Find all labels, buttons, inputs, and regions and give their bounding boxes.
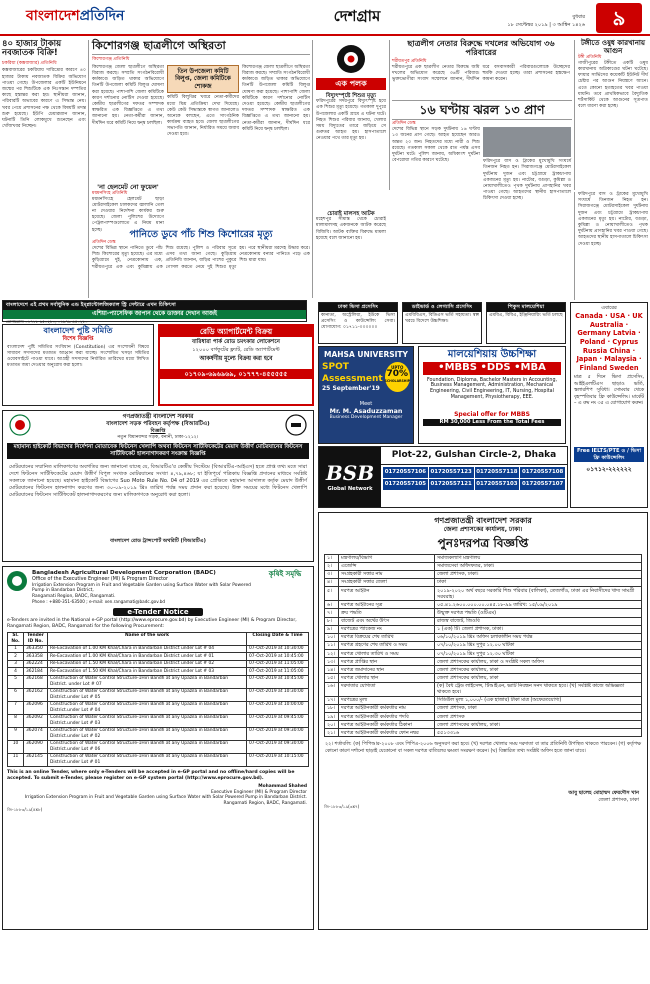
cell-value: ৫৫১৩৩১৬ [435, 729, 642, 737]
story-body-3: ফরিদপুরে বাস ও ট্রাকের মুখোমুখি সংঘর্ষে তিনজন নিহত হন। সিরাজগঞ্জে মোটরসাইকেল দুর্ঘটনায় দুজন এবং চট্টগ্রামে ট্রাকচাপায় একজনের মৃত্যু হয়। নাটোর, বগুড়া, কুমিল্লা ও নোয়াখালীতেও পৃথক দুর্ঘটনায় প্রাণহানির খবর পাওয়া গেছে। আহতদের স্থানীয় হাসপাতালে চিকিৎসা দেওয়া হচ্ছে। [578, 192, 648, 247]
bsb-logo-block [319, 447, 381, 507]
cell-no: ২১। [325, 729, 339, 737]
column-divider [88, 40, 89, 298]
retender-row [325, 729, 642, 737]
cell-value: জেলা প্রশাসক, ঢাকা। [435, 570, 642, 578]
retender-row [325, 682, 642, 696]
signer-name: Mohammad Shahed [258, 784, 307, 790]
contact: Phone : +880-351-63500 ; e-mail: xen.rangamati@badc.gov.bd [32, 599, 166, 605]
retender-row [325, 713, 642, 721]
cell-value: জেলা প্রশাসক, ঢাকা [435, 704, 642, 712]
story-body: দেশের বিভিন্ন স্থানে পানিতে ডুবে পাঁচ শিশু কিশোরের মৃত্যু হয়েছে। এর মধ্যে কুড়িগ্রামে দুই, নেত্রকোনায় এক, শরীয়তপুরে এক এবং কুমিল্লায় এক শিশু রয়েছে। পুলিশ ও পরিবার সূত্রে এসব তথ্য জানা গেছে। কুড়িগ্রাম প্রতিনিধি জানান, বাড়ির পাশের পুকুরে গোসল করতে নেমে দুই শিশুর মৃত্যু হয়। পরে স্থানীয়রা মরদেহ উদ্ধার করে। নেত্রকোনায় বন্যার পানিতে পড়ে এক শিশু মারা যায়। [92, 245, 310, 270]
headline: ১৬ ঘণ্টায় ঝরল ১৩ প্রাণ [392, 100, 572, 120]
story-body: শরীয়তপুরে এক ছাত্রলীগ নেতার বিরুদ্ধে জমি দখলের অভিযোগ করেছে ৩৬টি পরিবার। ভুক্তভোগীরা সংবাদ সম্মেলনে জানান, দীর্ঘদিন ধরে বসবাসকারী পরিবারগুলোকে উচ্ছেদের হুমকি দেওয়া হচ্ছে। তারা প্রশাসনের হস্তক্ষেপ কামনা করেন। [392, 65, 570, 83]
col-closing: Closing Date & Time [247, 632, 309, 645]
cell-tender-id: 362224 [24, 660, 48, 668]
retender-row [325, 570, 642, 578]
cell-sl: 6 [8, 688, 24, 701]
cell-value: ঢাকা [435, 578, 642, 586]
dept-name: বাংলাদেশ সড়ক পরিবহন কর্তৃপক্ষ (বিআরটিএ) [106, 421, 210, 428]
ad-kicker: এবারের [601, 305, 617, 311]
ek-polok-title: এক পলক [316, 78, 386, 90]
cell-closing: 07-Oct-2019 at 09:45:00 [247, 714, 309, 727]
ad-pushti-samity[interactable] [2, 324, 154, 406]
bsb-phone[interactable]: 01720557105 [383, 479, 428, 490]
cell-value: উন্মুক্ত দরপত্র পদ্ধতি (ওটিএম) [435, 609, 642, 617]
cell-value: জেলা প্রশাসক [435, 713, 642, 721]
cell-no: ১৪। [325, 666, 339, 674]
cell-sl: 5 [8, 675, 24, 688]
cell-value: সিডিউল মূল্য ১,০০০/- (এক হাজার) টাকা মাত্র (অফেরতযোগ্য) [435, 696, 642, 704]
ad-phone[interactable]: ০১৭১২-২২২২২২ [586, 466, 632, 474]
cell-tender-id: 362168 [24, 675, 48, 688]
byline: প্রতিদিন ডেস্ক [92, 240, 116, 246]
tender-table [7, 632, 309, 767]
cell-value: (ক) বৈধ ট্রেড লাইসেন্স, টিআইএন, ভ্যাট নিবন্ধন সনদ থাকতে হবে। (খ) সংশ্লিষ্ট কাজে অভিজ্ঞতা থাকতে হবে। [435, 682, 642, 696]
ad-badc-etender[interactable] [2, 566, 314, 930]
cell-tender-id: 363350 [24, 645, 48, 653]
cell-work: Re-Excavation of 1.00 KM Khal/Chara in Bandarban District under Lot # 04 [48, 645, 247, 653]
masthead-logo[interactable] [26, 8, 124, 26]
ad-visa-processing[interactable] [318, 302, 398, 344]
ad-cta[interactable]: Free IELTS/PTE ও / ভিসা ফ্রি কাউন্সেলিং [574, 447, 644, 462]
ad-dc-retender[interactable] [318, 512, 648, 930]
cell-field: এজেন্সি [339, 562, 435, 570]
tender-row [8, 645, 309, 653]
story-drowning[interactable] [92, 230, 310, 298]
brand-blue: প্রতিদিন [79, 8, 125, 24]
cell-value: জেলা প্রশাসকের কার্যালয়, ঢাকা। [435, 721, 642, 729]
badc-logo-icon [6, 570, 28, 592]
cell-no: ২০। [325, 721, 339, 729]
cell-no: ৩। [325, 570, 339, 578]
countries: Canada · USA · UK Australia · Germany Latvia · Poland · Cyprus Russia China · Japan · Malaysia · Finland Sweden [575, 312, 643, 372]
col-work: Name of the work [48, 632, 247, 645]
story-body-3: কিশোরগঞ্জ জেলা ছাত্রলীগে অস্থিরতা বিরাজ করছে। সম্প্রতি সংগঠনবিরোধী কর্মকাণ্ডে জড়িত থাকার অভিযোগে তিনটি উপজেলা কমিটি বিলুপ্ত ঘোষণা করা হয়েছে। পাশাপাশি জেলা কমিটিকে কারণ দর্শানোর নোটিস দেওয়া হয়েছে। কেন্দ্রীয় ছাত্রলীগের দফতর সম্পাদক স্বাক্ষরিত এক বিজ্ঞপ্তিতে এ তথ্য জানানো হয়। নেতা-কর্মীরা জানান, দীর্ঘদিন ধরে কমিটি নিয়ে দ্বন্দ্ব চলছিল। [242, 64, 310, 132]
bsb-address: Plot-22, Gulshan Circle-2, Dhaka [381, 447, 567, 465]
cell-no: ১৬। [325, 682, 339, 696]
meet-label: Meet [359, 401, 373, 408]
cell-field: দরপত্র আহ্বানের সূত্র [339, 601, 435, 609]
cell-field: দরদাতার যোগ্যতা [339, 682, 435, 696]
retender-table [324, 554, 642, 738]
cell-value: ০৭/১০/২০১৯ খ্রিঃ দুপুর ১২.০০ ঘটিকা [435, 641, 642, 649]
body-1: ফরিদপুরের সদরপুরে বিদ্যুৎস্পৃষ্ট হয়ে এক শিশুর মৃত্যু হয়েছে। গতকাল দুপুরে উপজেলার একটি গ্রামে এ ঘটনা ঘটে। নিহত শিশুর পরিবার জানায়, খেলার সময় বিদ্যুতের তারে জড়িয়ে সে গুরুতর আহত হয়। হাসপাতালে নেওয়ার পথে তার মৃত্যু হয়। [316, 99, 386, 142]
col-id: Tender ID No. [24, 632, 48, 645]
signer-location: Rangamati Region, BADC, Rangamati. [223, 800, 307, 806]
retender-row [325, 554, 642, 562]
cell-field: দরপত্র আহ্বানকারী কর্মকর্তার পদবি [339, 713, 435, 721]
cell-no: ২। [325, 562, 339, 570]
headline: পানিতে ডুবে পাঁচ শিশু কিশোরের মৃত্যু [129, 229, 273, 240]
etender-title: e-Tender Notice [113, 608, 203, 617]
ad-bsb-global[interactable] [318, 446, 568, 508]
cell-work: Construction of Water Control Structure-1Hiri Bandh at any Upazila in Bandarban District.under Lot # 05 [48, 688, 247, 701]
byline: ময়মনসিংহ প্রতিনিধি [92, 191, 128, 197]
headline-2: চোরাই মালসহ আটক [327, 211, 375, 218]
notice-signature: বাংলাদেশ রোড ট্রান্সপোর্ট অথরিটি (বিআরটিএ) [110, 538, 206, 545]
cell-no: ১৮। [325, 704, 339, 712]
retender-row [325, 601, 642, 609]
cell-no: ৯। [325, 625, 339, 633]
cell-no: ১৩। [325, 658, 339, 666]
ad-title: পিকুস মালয়েশিয়া [487, 303, 565, 312]
body-2: মহেশপুর সীমান্ত থেকে চোরাই মালামালসহ একজনকে আটক করেছে বিজিবি। আটক ব্যক্তির বিরুদ্ধে মামলা হয়েছে বলে জানানো হয়। [316, 217, 386, 241]
story-newborn-sale[interactable] [2, 40, 86, 300]
tender-table-header [8, 632, 309, 645]
tender-row [8, 740, 309, 753]
byline: টঙ্গী প্রতিনিধি [578, 55, 602, 61]
signer-title: জেলা প্রশাসক, ঢাকা [598, 796, 639, 803]
story-road-accidents-cont [574, 192, 648, 300]
byline: শরীয়তপুর প্রতিনিধি [392, 58, 427, 64]
cell-value: ২০১৯-২০২০ অর্থ বছরে সরকারি শিশু পরিবার (বালিকা), তেজগাঁও, ঢাকা এর নিবাসীদের খাদ্য সামগ্রী সরবরাহ। [435, 587, 642, 601]
cell-value: ০৬/১০/২০১৯ খ্রিঃ অফিস চলাকালীন সময় পর্যন্ত [435, 633, 642, 641]
retender-row [325, 562, 642, 570]
section-title: দেশগ্রাম [333, 7, 381, 25]
story-body-2: কমিটি বিলুপ্তির খবরে নেতা-কর্মীদের মধ্যে মিশ্র প্রতিক্রিয়া দেখা দিয়েছে। কেউ কেউ সিদ্ধান্তকে স্বাগত জানালেও অনেকে বলছেন, এতে সাংগঠনিক কার্যক্রম ব্যাহত হবে। জেলা ছাত্রলীগের সভাপতি জানান, নির্ধারিত সময়ে জবাব দেওয়া হবে। [167, 95, 239, 138]
cell-no: ১৫। [325, 674, 339, 682]
headline-1: বিদ্যুৎস্পৃষ্টে শিশুর মৃত্যু [326, 93, 376, 99]
cell-field: দরপত্র খোলার তারিখ ও সময় [339, 650, 435, 658]
cell-sl: 8 [8, 714, 24, 727]
signer-name: আবু ছালেহ মোহাম্মদ ফেরদৌস খান [568, 790, 639, 797]
cell-field: দরপত্র খোলার স্থান [339, 674, 435, 682]
bsb-phone[interactable]: 01720557118 [475, 467, 520, 478]
ad-line-2: ১২০০০ বর্গফুটের ফ্ল্যাট, রেডি অ্যাপার্টমেন্ট [192, 347, 280, 354]
notice-label: বিজ্ঞপ্তি [150, 428, 166, 435]
page-header [0, 0, 650, 36]
tender-row [8, 668, 309, 676]
cell-field: দরপত্রের মূল্য [339, 696, 435, 704]
bsb-phone[interactable]: 01720557106 [383, 467, 428, 478]
bsb-phone[interactable]: 01720557123 [429, 467, 474, 478]
scholarship-badge [385, 362, 410, 392]
cell-closing: 07-Oct-2019 at 11:05:00 [247, 668, 309, 676]
cell-closing: 07-Oct-2019 at 10:30:00 [247, 645, 309, 653]
cell-no: ১। [325, 554, 339, 562]
cell-work: Re-Excavation of 1.00 KM Khal/Chara in Bandarban District under Lot # 01 [48, 653, 247, 661]
page-number: ৯ [596, 3, 642, 33]
cell-no: ৮। [325, 617, 339, 625]
cell-tender-id: 362096 [24, 701, 48, 714]
univ-name: MAHSA UNIVERSITY [324, 350, 408, 359]
ad-line-1: বারিধারা পার্ক রোড চমৎকার লোকেশনে [192, 339, 280, 346]
cell-field: সংগ্রহকারী সত্তার জেলা [339, 578, 435, 586]
cell-closing: 07-Oct-2019 at 11:05:00 [247, 660, 309, 668]
tender-row [8, 688, 309, 701]
cell-sl: 11 [8, 753, 24, 766]
ad-body: এমবিএ, বিবিএ, ইঞ্জিনিয়ারিং ভর্তি চলছে [489, 312, 563, 318]
cell-closing: 07-Oct-2019 at 10:00:00 [247, 701, 309, 714]
tender-row [8, 653, 309, 661]
programs: •MBBS •DDS •MBA [423, 362, 561, 375]
cell-work: Construction of Water Control Structure-1Hiri Bandh at any Upazila in Bandarban District.under Lot # 03 [48, 714, 247, 727]
headline: 'না হেলমেট নো ফুয়েল' [97, 183, 159, 191]
notice-line-2: এশিয়া-প্যাসেফিক জাপান থেকে ডাক্তার দেখান আজই [3, 310, 306, 319]
cell-value: ০৭/১০/২০১৯ খ্রিঃ দুপুর ১২.৩০ ঘটিকা [435, 650, 642, 658]
cell-no: ১৯। [325, 713, 339, 721]
cell-field: দরপত্র প্রাপ্তির স্থান [339, 658, 435, 666]
ad-ref: জি-১৮৮৩/১৯(৩x৭) [324, 803, 360, 809]
spot-date: 25 September'19 [322, 384, 380, 392]
byline: চকরিয়া (কক্সবাজার) প্রতিনিধি [2, 60, 57, 66]
etender-intro: e-Tenders are invited in the National e-GP portal (http://www.eprocure.gov.bd) by Executive Engineer (MI) & Program Director, Rangamati Region, BADC, Rangamati for the following Procurement: [7, 618, 297, 630]
cell-value: ১ (এক) টি। জেলা প্রশাসক, ঢাকা। [435, 625, 642, 633]
story-body-2: ফরিদপুরে বাস ও ট্রাকের মুখোমুখি সংঘর্ষে তিনজন নিহত হন। সিরাজগঞ্জে মোটরসাইকেল দুর্ঘটনায় দুজন এবং চট্টগ্রামে ট্রাকচাপায় একজনের মৃত্যু হয়। নাটোর, বগুড়া, কুমিল্লা ও নোয়াখালীতেও পৃথক দুর্ঘটনায় প্রাণহানির খবর পাওয়া গেছে। আহতদের স্থানীয় হাসপাতালে চিকিৎসা দেওয়া হচ্ছে। [483, 159, 571, 202]
special-offer-2: RM 30,000 Less From the Total Fees [423, 419, 561, 426]
signer-project: Irrigation Extension Program in Fruit and Vegetable Garden using Surface Water with Solar Powered Pump in Bandarban District. [24, 795, 307, 801]
cell-no: ১১। [325, 641, 339, 649]
notice-headline: মহামান্য হাইকোর্ট বিভাগের নির্দেশনা মোতাবেক ফিটনেস খেলাপি অথবা ফিটনেস সার্টিফিকেটের মেয়াদ উত্তীর্ণ মোটরযানের ফিটনেস সার্টিফিকেট হালনাগাদকরণ সংক্রান্ত বিজ্ঞপ্তি [7, 443, 309, 459]
headline: কিশোরগঞ্জ ছাত্রলীগে অস্থিরতা [92, 40, 310, 55]
date-line: ১৮ সেপ্টেম্বর ২০১৯ | ৩ আশ্বিন ১৪২৬ [507, 22, 585, 28]
cell-work: Construction of Water Control Structure-1Hiri Bandh at any Upazila in Bandarban District. under Lot # 07 [48, 675, 247, 688]
cell-work: Construction of Water Control Structure-1Hiri Bandh at any Upazila in Bandarban District.under Lot # 06 [48, 740, 247, 753]
cell-no: ৪। [325, 578, 339, 586]
cell-value: জেলা প্রশাসকের কার্যালয়, ঢাকা [435, 666, 642, 674]
cell-field: দরপত্র বিক্রয়ের শেষ তারিখ [339, 633, 435, 641]
retender-row [325, 609, 642, 617]
ad-title: মালয়েশিয়ায় উচ্চশিক্ষা [447, 349, 537, 360]
cell-sl: 1 [8, 645, 24, 653]
retender-row [325, 633, 642, 641]
cell-closing: 07-Oct-2019 at 09:30:00 [247, 727, 309, 740]
story-no-helmet[interactable] [92, 183, 164, 233]
story-body: ময়মনসিংহে হেলমেট ছাড়া মোটরসাইকেল চালকদের জ্বালানি তেল না দেওয়ার নির্দেশনা কার্যকর শুরু হয়েছে। জেলা পুলিশের উদ্যোগে পেট্রলপাম্পগুলোতে এ নিয়ম মানা হচ্ছে। [92, 196, 164, 233]
badge-label: SCHOLARSHIP [384, 379, 410, 384]
retender-row [325, 721, 642, 729]
retender-row [325, 625, 642, 633]
cell-field: দরপত্রের প্যাকেজ নং [339, 625, 435, 633]
notice-line-3: যোগাযোগ: ০১৭১৮-৬৫০২৮০, ০১৯৭৯-৬৫০২৮০ [6, 318, 88, 324]
bsb-phone-grid [381, 465, 567, 492]
cell-value: রাজস্ব বাজেট, জিওবি [435, 617, 642, 625]
retender-row [325, 696, 642, 704]
cell-no: ৬। [325, 601, 339, 609]
cell-value: জেলা প্রশাসকের কার্যালয়, ঢাকা [435, 674, 642, 682]
cell-field: বাজেট এবং অর্থের উৎস [339, 617, 435, 625]
retender-row [325, 658, 642, 666]
ad-subtitle: বিশেষ বিজ্ঞপ্তি [62, 335, 94, 342]
story-body-1: কিশোরগঞ্জ জেলা ছাত্রলীগে অস্থিরতা বিরাজ করছে। সম্প্রতি সংগঠনবিরোধী কর্মকাণ্ডে জড়িত থাকার অভিযোগে তিনটি উপজেলা কমিটি বিলুপ্ত ঘোষণা করা হয়েছে। পাশাপাশি জেলা কমিটিকে কারণ দর্শানোর নোটিস দেওয়া হয়েছে। কেন্দ্রীয় ছাত্রলীগের দফতর সম্পাদক স্বাক্ষরিত এক বিজ্ঞপ্তিতে এ তথ্য জানানো হয়। নেতা-কর্মীরা জানান, দীর্ঘদিন ধরে কমিটি নিয়ে দ্বন্দ্ব চলছিল। [92, 64, 164, 126]
cell-tender-id: 362090 [24, 740, 48, 753]
cell-no: ১৭। [325, 696, 339, 704]
cell-no: ৭। [325, 609, 339, 617]
dept-address: নতুন বিমানবন্দর সড়ক, বনানী, ঢাকা-১২১২। [117, 434, 199, 440]
story-road-accidents[interactable] [392, 100, 572, 300]
ek-polok-box[interactable] [316, 40, 386, 300]
gov-name: গণপ্রজাতন্ত্রী বাংলাদেশ সরকার [434, 516, 532, 525]
tender-row [8, 753, 309, 766]
cell-field: দরপত্র আহ্বানকারী কর্মকর্তার ফোন নম্বর [339, 729, 435, 737]
tender-row [8, 701, 309, 714]
retender-row [325, 578, 642, 586]
org-name: Bangladesh Agricultural Development Corporation (BADC) [32, 570, 216, 576]
byline: প্রতিদিন ডেস্ক [392, 120, 416, 126]
retender-row [325, 617, 642, 625]
cell-tender-id: 362145 [24, 753, 48, 766]
ad-career[interactable] [486, 302, 566, 344]
tender-row [8, 675, 309, 688]
column-divider [389, 40, 390, 190]
ad-body: বাংলাদেশ পুষ্টি সমিতির সংবিধান (Constitution) এর সংশোধনী বিষয়ে সাধারণ সদস্যদের মতামত আহ্বান করা যাচ্ছে। সংশোধিত খসড়া সমিতির ওয়েবসাইটে পাওয়া যাবে। আগ্রহী সদস্যদের নির্ধারিত তারিখের মধ্যে লিখিত মতামত জমা দেওয়ার অনুরোধ করা হলো। [7, 344, 149, 369]
notice-terms: ২২। শর্তাবলি: (ক) পিপিআর-২০০৮ এবং পিপিএ-২০০৬ অনুসরণ করা হবে। (খ) দরপত্র খোলার সময় দরদাতা বা তার প্রতিনিধি উপস্থিত থাকতে পারবেন। (গ) কর্তৃপক্ষ কোনো কারণ দর্শানো ছাড়াই যেকোনো বা সকল দরপত্র বাতিলের ক্ষমতা সংরক্ষণ করেন। (ঘ) বিস্তারিত তথ্য সংশ্লিষ্ট অফিস হতে জানা যাবে। [325, 742, 641, 754]
bsb-logo: BSB [325, 461, 375, 486]
cell-closing: 07-Oct-2019 at 10:15:00 [247, 753, 309, 766]
highlight-box: তিন উপজেলা কমিটি বিলুপ্ত, জেলা কমিটিকে শোকজ [167, 65, 239, 94]
notice-line-1: বাংলাদেশে এই প্রথম সর্বাধুনিক এন্ড ইম্প্লান্টোলজিক্যাল স্ট্রি সেন্টারে এখন চিকিৎসা [3, 301, 306, 310]
headline: ছাত্রলীগ নেতার বিরুদ্ধে দখলের অভিযোগ ৩৬ পরিবারের [407, 39, 555, 57]
cell-tender-id: 362162 [24, 688, 48, 701]
cell-tender-id: 363358 [24, 653, 48, 661]
cell-tender-id: 362092 [24, 714, 48, 727]
ad-mahsa-university[interactable] [318, 346, 414, 444]
signer-title: Executive Engineer (MI) & Program Director [210, 789, 307, 795]
ad-body: কানাডা, অস্ট্রেলিয়া, ইউকে ভিসা প্রসেসিং ও কাউন্সেলিং সেবা। যোগাযোগ: ০১৭১১-০০০০০০ [321, 312, 395, 330]
bsb-phone[interactable]: 01720557121 [429, 479, 474, 490]
special-offer: Special offer for MBBS [454, 410, 530, 418]
office-name: Office of the Executive Engineer (MI) & Program Director [32, 576, 168, 582]
ad-phone[interactable]: ০১৭০৯-৬৯৬৯৬৯, ০১৭৭৭-৪৫৫৫৫৫ [160, 369, 312, 379]
ad-brta-notice[interactable] [2, 410, 314, 562]
cell-field: দরপত্র আহ্বান [339, 587, 435, 601]
tender-row [8, 714, 309, 727]
cell-sl: 2 [8, 653, 24, 661]
cell-work: Re-Excavation of 1.50 KM Khal/Chara in Bandarban District under Lot # 03 [48, 668, 247, 676]
cell-tender-id: 362184 [24, 668, 48, 676]
retender-row [325, 674, 642, 682]
badge-upto: UPTO [391, 365, 404, 371]
notice-dental-ad[interactable] [2, 300, 307, 322]
cell-work: Re-Excavation of 1.50 KM Khal/Chara in Bandarban District under Lot # 02 [48, 660, 247, 668]
cell-closing: 07-Oct-2019 at 09:30:00 [247, 740, 309, 753]
meet-person: Mr. M. Asaduzzaman [329, 407, 403, 415]
cell-tender-id: 362074 [24, 727, 48, 740]
cell-no: ১২। [325, 650, 339, 658]
ad-title: রেডি অ্যাপার্টমেন্ট বিক্রয় [160, 326, 312, 337]
col-sl: Sl. No. [8, 632, 24, 645]
cell-field: দরপত্র গ্রহণের শেষ তারিখ ও সময় [339, 641, 435, 649]
eye-icon [334, 44, 368, 74]
levels: Foundation, Diploma, Bachelor Masters in Accounting, Business Management, Administration, Mechanical Engineering, Civil Engineering, IT, Nursing, Hospital Management, Physiotherapy, EEE. [426, 377, 558, 401]
ad-ref: জি-১৮৮৩/১৯(৫x৮) [7, 807, 43, 813]
ad-ready-apartment[interactable] [158, 324, 314, 406]
ad-title: বাংলাদেশ পুষ্টি সমিতি [43, 326, 113, 335]
cell-field: সংগ্রহকারী সত্তার নাম [339, 570, 435, 578]
cell-sl: 9 [8, 727, 24, 740]
notice-title: পুনঃদরপত্র বিজ্ঞপ্তি [437, 535, 529, 550]
cell-closing: 07-Oct-2019 at 10:30:00 [247, 688, 309, 701]
story-factory-fire[interactable] [574, 40, 648, 190]
cell-sl: 4 [8, 668, 24, 676]
government-seal-icon [9, 414, 31, 436]
byline: কিশোরগঞ্জ প্রতিনিধি [92, 57, 130, 63]
bsb-phone[interactable]: 01720557108 [520, 467, 565, 478]
bsb-phone[interactable]: 01720557103 [475, 479, 520, 490]
cell-sl: 3 [8, 660, 24, 668]
bsb-network: Global Network [327, 486, 373, 493]
cell-field: দরপত্র আহ্বানকারী কর্মকর্তার ঠিকানা [339, 721, 435, 729]
cell-sl: 10 [8, 740, 24, 753]
etender-footer: This is an online Tender, where only e-Tenders will be accepted in e-GP portal and no offline/hard copies will be accepted. To submit e-Tender, please register on e-GP system portal (http://www.eprocure.gov.bd). [7, 769, 295, 781]
ad-title: ডাইভার্ড ও লেগ্যাসি প্রসেসিং [403, 303, 481, 312]
column-divider [312, 40, 313, 298]
notice-body: মোটরযানের সম্মানিত মালিকগণের অবগতির জন্য জানানো যাচ্ছে যে, বিআরটিএ'র কেন্দ্রীয় সিস্টেমে (বিআরটিএ-আইএস) হতে প্রাপ্ত তথ্য মতে সারা দেশে ফিটনেস সার্টিফিকেটের মেয়াদ উত্তীর্ণ বিপুল সংখ্যক মোটরযানের সংখ্যা ৪,৭৯,৪৬৮; যা ইতিপূর্বে পত্রিকায় বিজ্ঞপ্তি প্রদানের মাধ্যমে সংশ্লিষ্ট সকলকে জানানো হয়েছে। মহামান্য হাইকোর্ট বিভাগের Suo Moto Rule No. 04 of 2019 এর প্রেক্ষিতে মহামান্য আদালত কর্তৃক মেয়াদ উত্তীর্ণ মোটরযানের ফিটনেস হালনাগাদ করণের জন্য ৩০-০৯-২০১৯ খ্রিঃ তারিখ পর্যন্ত সময় প্রদান করা হয়েছে। উক্ত সময়ের মধ্যে ফিটনেস খেলাপি মোটরযানের ফিটনেস সার্টিফিকেট হালনাগাদকরণের জন্য মালিকগণকে অনুরোধ করা হলো। [9, 464, 307, 498]
cell-closing: 07-Oct-2019 at 10:45:00 [247, 675, 309, 688]
cell-closing: 07-Oct-2019 at 10:45:00 [247, 653, 309, 661]
cell-value: জেলা প্রশাসকের কার্যালয়, ঢাকা ও সংশ্লিষ্ট সকল অফিস [435, 658, 642, 666]
story-body: কক্সবাজারের চকরিয়ায় দারিদ্র্যের কারণে ৪০ হাজার টাকায় নবজাতক বিক্রির অভিযোগ পাওয়া গেছে। উপজেলার একটি ইউনিয়নে জন্মের পর শিশুটিকে এক নিঃসন্তান দম্পতির কাছে হস্তান্তর করা হয়। স্থানীয়রা জানান, পরিবারটি অভাবের কারণে এ সিদ্ধান্ত নেয়। খবর পেয়ে প্রশাসনের পক্ষ থেকে বিষয়টি তদন্ত শুরু হয়েছে। ইউপি চেয়ারম্যান জানান, ঘটনাটি তিনি লোকমুখে শুনেছেন এবং খোঁজখবর নিচ্ছেন। [2, 68, 86, 130]
cell-value: সমাজকল্যাণ মন্ত্রণালয় [435, 554, 642, 562]
story-body: গাজীপুরের টঙ্গীতে একটি ওষুধ কারখানায় অগ্নিকাণ্ডের ঘটনা ঘটেছে। ফায়ার সার্ভিসের কয়েকটি ইউনিট দীর্ঘ চেষ্টার পর আগুন নিয়ন্ত্রণে আনে। এতে কোনো হতাহতের খবর পাওয়া যায়নি। তবে প্রাথমিকভাবে বৈদ্যুতিক শর্টসার্কিট থেকে আগুনের সূত্রপাত বলে ধারণা করা হচ্ছে। [578, 60, 648, 110]
cell-no: ৫। [325, 587, 339, 601]
ad-malaysia-study[interactable] [418, 346, 566, 444]
accident-photo [483, 127, 571, 157]
headline: টঙ্গীতে ওষুধ কারখানায় আগুন [580, 39, 646, 55]
retender-row [325, 587, 642, 601]
cell-field: দরপত্র জমাদানের স্থান [339, 666, 435, 674]
cell-no: ১০। [325, 633, 339, 641]
retender-row [325, 704, 642, 712]
cell-work: Construction of Water Control Structure-1Hiri Bandh at any Upazila in Bandarban District.under Lot # 04 [48, 701, 247, 714]
ad-body: মাত্র ৫ দিনে ভিসা প্রসেসিং, আইইএলটিএস ছাড়াও ভর্তি, স্কলারশিপ সুবিধা। সোমবার থেকে বৃহস্পতিবার ফ্রি কাউন্সেলিং। মার্কেট – এ রুম নং ৩৫ এ যোগাযোগ করুন। [574, 375, 644, 407]
ad-line-3: আকর্ষণীয় মূল্যে বিক্রয় করা হবে [199, 355, 273, 362]
ad-body: এমবিবিএস, বিডিএস ভর্তি সহায়তা। স্বল্প খরচে বিদেশে উচ্চশিক্ষা। [405, 312, 479, 324]
headline: ৪০ হাজার টাকায় নবজাতক বিক্রি! [2, 39, 62, 59]
retender-row [325, 641, 642, 649]
tender-row [8, 727, 309, 740]
tender-row [8, 660, 309, 668]
ad-admission[interactable] [402, 302, 482, 344]
cell-field: মন্ত্রণালয়/বিভাগ [339, 554, 435, 562]
slogan: কৃষিই সমৃদ্ধি [268, 570, 302, 578]
retender-row [325, 650, 642, 658]
story-land-grab[interactable] [392, 40, 570, 100]
badge-percent: 70% [386, 369, 409, 380]
location: Rangamati Region, BADC, Rangamati. [32, 593, 116, 599]
gov-name: গণপ্রজাতন্ত্রী বাংলাদেশ সরকার [122, 414, 194, 420]
office-name: জেলা প্রশাসকের কার্যালয়, ঢাকা। [443, 526, 523, 533]
retender-row [325, 666, 642, 674]
brta-logo-icon [285, 414, 307, 436]
ad-title: ঢাকা ভিসা প্রসেসিং [319, 303, 397, 312]
cell-field: দরপত্র আহ্বানকারী কর্মকর্তার নাম [339, 704, 435, 712]
story-body-1: দেশের বিভিন্ন স্থানে সড়ক দুর্ঘটনায় ১৬ ঘণ্টায় ১৩ জনের প্রাণ গেছে। আহত হয়েছেন আরও অন্তত ২০ জন। নিহতদের মধ্যে নারী ও শিশু রয়েছে। গতকাল সকাল থেকে রাত পর্যন্ত এসব দুর্ঘটনা ঘটে। পুলিশ জানায়, অধিকাংশ দুর্ঘটনা বেপরোয়া গতির কারণে ঘটেছে। [392, 127, 480, 164]
eye-logo [316, 40, 386, 78]
bsb-phone[interactable]: 01720557107 [520, 479, 565, 490]
ad-study-abroad[interactable] [570, 302, 648, 508]
brand-red: বাংলাদেশ [26, 8, 80, 24]
cell-field: ক্রয় পদ্ধতি [339, 609, 435, 617]
cell-value: ০৫.৪১.২৬০০.০০০.০০.০৪৫.১৮-৯৯ তারিখ: ১৫/০৯/২০১৯ [435, 601, 642, 609]
project-name: Irrigation Extension Program in Fruit and Vegetable Garden using Surface Water with Solar Powered Pump in Bandarban District, [32, 582, 251, 594]
spot-assessment: SPOT Assessment [322, 362, 383, 384]
cell-work: Construction of Water Control Structure-1Hiri Bandh at any Upazila in Bandarban District.under Lot # 01 [48, 753, 247, 766]
cell-work: Construction of Water Control Structure-1Hiri Bandh at any Upazila in Bandarban District.under Lot # 02 [48, 727, 247, 740]
cell-value: সমাজসেবা অধিদফতর, ঢাকা। [435, 562, 642, 570]
story-kishoreganj[interactable] [92, 40, 310, 180]
meet-role: Business Development Manager [329, 415, 403, 421]
cell-sl: 7 [8, 701, 24, 714]
day-name: বুধবার [572, 14, 585, 20]
